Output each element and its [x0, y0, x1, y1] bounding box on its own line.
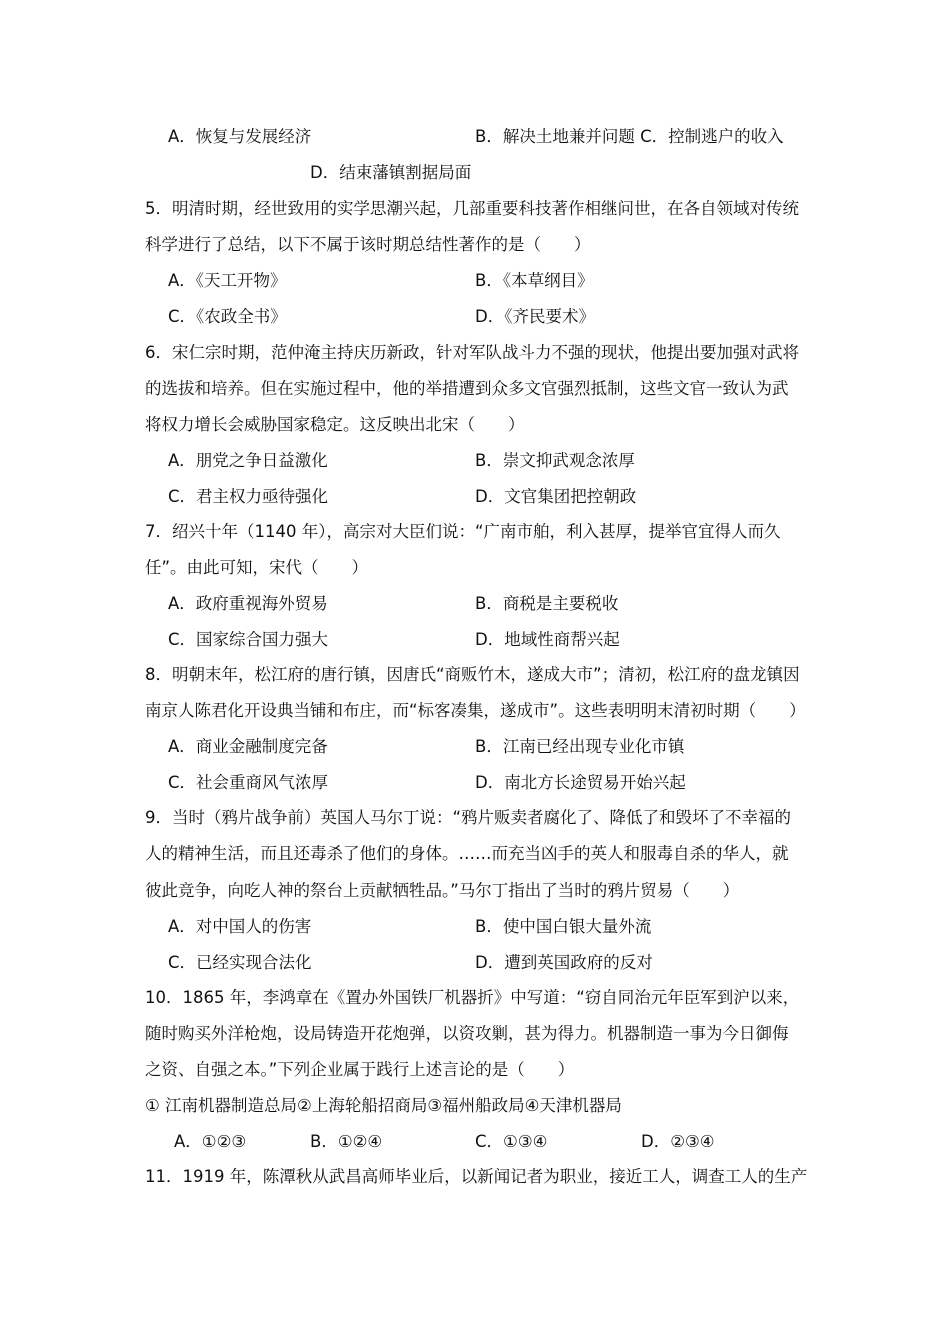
q7-stem-line-1: 7．绍兴十年（1140 年），高宗对大臣们说：“广南市舶，利入甚厚，提举官宜得人而久	[145, 522, 781, 541]
q5-option-c: C．《农政全书》	[168, 307, 287, 326]
q10-stem-line-3: 之资、自强之本。”下列企业属于践行上述言论的是（ ）	[145, 1060, 575, 1079]
q4-option-d: D．结束藩镇割据局面	[310, 163, 472, 182]
q6-stem-line-2: 的选拔和培养。但在实施过程中，他的举措遭到众多文官强烈抵制，这些文官一致认为武	[145, 379, 789, 398]
q10-option-a: A．①②③	[174, 1132, 247, 1151]
q5-stem-line-1: 5．明清时期，经世致用的实学思潮兴起，几部重要科技著作相继问世，在各自领域对传统	[145, 199, 799, 218]
q7-option-c: C．国家综合国力强大	[168, 630, 329, 649]
q6-option-d: D．文官集团把控朝政	[475, 487, 637, 506]
q8-option-c: C．社会重商风气浓厚	[168, 773, 329, 792]
q11-stem-line-1: 11．1919 年，陈潭秋从武昌高师毕业后，以新闻记者为职业，接近工人，调查工人的生产	[145, 1167, 808, 1186]
q7-option-a: A．政府重视海外贸易	[168, 594, 328, 613]
q9-stem-line-2: 人的精神生活，而且还毒杀了他们的身体。……而充当凶手的英人和服毒自杀的华人，就	[145, 844, 789, 863]
q9-option-a: A．对中国人的伤害	[168, 917, 312, 936]
q9-stem-line-3: 彼此竞争，向吃人神的祭台上贡献牺牲品。”马尔丁指出了当时的鸦片贸易（ ）	[145, 881, 740, 900]
q5-option-b: B．《本草纲目》	[475, 271, 594, 290]
q10-option-b: B．①②④	[310, 1132, 383, 1151]
q8-option-b: B．江南已经出现专业化市镇	[475, 737, 685, 756]
q6-option-c: C．君主权力亟待强化	[168, 487, 329, 506]
q4-option-a: A．恢复与发展经济	[168, 127, 312, 146]
q10-stem-line-1: 10．1865 年，李鸿章在《置办外国铁厂机器折》中写道：“窃自同治元年臣军到沪以来，	[145, 988, 800, 1007]
q10-stem-line-2: 随时购买外洋枪炮，设局铸造开花炮弹，以资攻剿，甚为得力。机器制造一事为今日御侮	[145, 1024, 789, 1043]
q10-option-c: C．①③④	[475, 1132, 548, 1151]
q5-option-d: D．《齐民要术》	[475, 307, 595, 326]
q9-option-d: D．遭到英国政府的反对	[475, 953, 653, 972]
q6-stem-line-1: 6．宋仁宗时期，范仲淹主持庆历新政，针对军队战斗力不强的现状，他提出要加强对武将	[145, 343, 799, 362]
q7-option-d: D．地域性商帮兴起	[475, 630, 620, 649]
q10-option-d: D．②③④	[641, 1132, 715, 1151]
q9-option-b: B．使中国白银大量外流	[475, 917, 652, 936]
q8-option-a: A．商业金融制度完备	[168, 737, 328, 756]
q6-option-b: B．崇文抑武观念浓厚	[475, 451, 635, 470]
q5-stem-line-2: 科学进行了总结，以下不属于该时期总结性著作的是（ ）	[145, 235, 591, 254]
q10-items: ① 江南机器制造总局②上海轮船招商局③福州船政局④天津机器局	[145, 1096, 622, 1115]
q5-option-a: A．《天工开物》	[168, 271, 287, 290]
q4-option-b-c: B．解决土地兼并问题 C．控制逃户的收入	[475, 127, 784, 146]
q7-stem-line-2: 任”。由此可知，宋代（ ）	[145, 558, 369, 577]
q6-stem-line-3: 将权力增长会威胁国家稳定。这反映出北宋（ ）	[145, 415, 525, 434]
q8-stem-line-1: 8．明朝末年，松江府的唐行镇，因唐氏“商贩竹木，遂成大市”；清初，松江府的盘龙镇因	[145, 665, 800, 684]
q6-option-a: A．朋党之争日益激化	[168, 451, 328, 470]
q7-option-b: B．商税是主要税收	[475, 594, 619, 613]
q9-option-c: C．已经实现合法化	[168, 953, 312, 972]
q9-stem-line-1: 9．当时（鸦片战争前）英国人马尔丁说：“鸦片贩卖者腐化了、降低了和毁坏了不幸福的	[145, 808, 792, 827]
q8-stem-line-2: 南京人陈君化开设典当铺和布庄，而“标客凑集，遂成市”。这些表明明末清初时期（ ）	[145, 701, 806, 720]
q8-option-d: D．南北方长途贸易开始兴起	[475, 773, 686, 792]
